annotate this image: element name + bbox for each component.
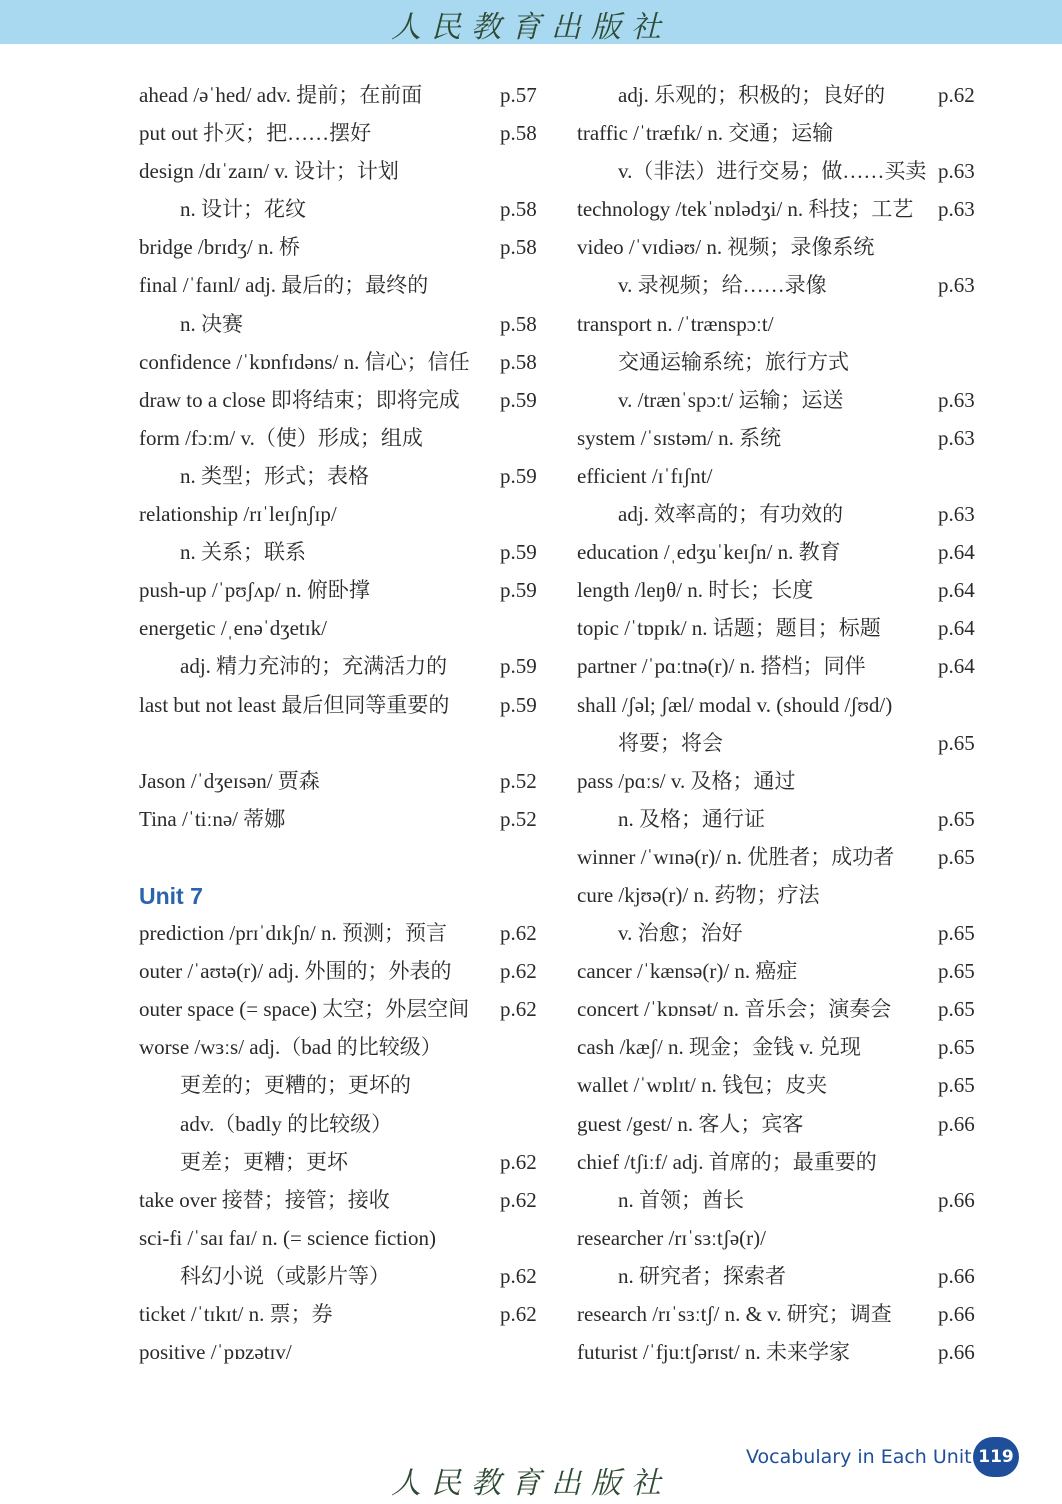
entry-text: efficient /ɪˈfɪʃnt/ [577, 463, 713, 488]
page-ref: p.66 [938, 1111, 975, 1136]
entry-text: futurist /ˈfjuːtʃərɪst/ n. 未来学家 [577, 1340, 850, 1365]
vocab-entry [139, 914, 559, 952]
entry-text: chief /tʃiːf/ adj. 首席的；最重要的 [577, 1149, 877, 1174]
vocab-entry [577, 305, 987, 343]
entry-text: wallet /ˈwɒlɪt/ n. 钱包；皮夹 [577, 1073, 828, 1098]
page-ref: p.64 [938, 578, 975, 603]
entry-text: 将要；将会 [618, 730, 723, 755]
page-ref: p.52 [500, 806, 537, 831]
page-ref: p.66 [938, 1302, 975, 1326]
entry-text: shall /ʃəl; ʃæl/ modal v. (should /ʃʊd/) [577, 692, 893, 717]
vocab-entry [139, 495, 559, 533]
entry-text: worse /wɜːs/ adj.（bad 的比较级） [139, 1035, 442, 1060]
vocab-entry [577, 952, 987, 990]
vocab-entry [577, 152, 987, 190]
vocab-entry [139, 1066, 559, 1104]
entry-text: take over 接替；接管；接收 [139, 1187, 390, 1212]
vocab-entry [139, 1105, 559, 1143]
vocab-entry [139, 1295, 559, 1333]
entry-text: cash /kæʃ/ n. 现金；金钱 v. 兑现 [577, 1035, 861, 1060]
entry-text: ticket /ˈtɪkɪt/ n. 票；券 [139, 1302, 333, 1326]
entry-text: ahead /əˈhed/ adv. 提前；在前面 [139, 83, 423, 107]
vocab-entry [577, 609, 987, 647]
entry-text: form /fɔːm/ v.（使）形成；组成 [139, 425, 423, 450]
entry-text: put out 扑灭；把……摆好 [139, 121, 372, 146]
entry-text: Tina /ˈtiːnə/ 蒂娜 [139, 806, 286, 831]
vocab-entry [139, 800, 559, 838]
page-ref: p.63 [938, 197, 975, 222]
page-ref: p.58 [500, 349, 537, 374]
vocab-entry [577, 686, 987, 724]
entry-text: transport n. /ˈtrænspɔːt/ [577, 311, 774, 336]
page-ref: p.62 [500, 997, 537, 1022]
vocab-entry [139, 571, 559, 609]
entry-text: energetic /ˌenəˈdʒetɪk/ [139, 616, 327, 641]
vocab-entry [139, 1219, 559, 1257]
page-ref: p.65 [938, 997, 975, 1022]
entry-text: adv.（badly 的比较级） [180, 1111, 393, 1136]
entry-text: n. 首领；酋长 [618, 1187, 744, 1212]
page-ref: p.62 [500, 959, 537, 984]
entry-text: cancer /ˈkænsə(r)/ n. 癌症 [577, 959, 798, 984]
vocab-entry [577, 1105, 987, 1143]
page-ref: p.65 [938, 921, 975, 946]
vocab-entry [577, 838, 987, 876]
entry-text: Jason /ˈdʒeɪsən/ 贾森 [139, 768, 320, 793]
vocab-entry [577, 495, 987, 533]
vocab-entry [577, 1219, 987, 1257]
page-ref: p.58 [500, 121, 537, 146]
vocab-entry [577, 343, 987, 381]
page-ref: p.57 [500, 83, 537, 107]
page-ref: p.63 [938, 273, 975, 298]
vocab-entry [139, 1028, 559, 1066]
vocab-entry [139, 1257, 559, 1295]
vocab-entry [139, 381, 559, 419]
entry-text: 更差的；更糟的；更坏的 [180, 1073, 411, 1098]
vocab-entry [577, 381, 987, 419]
vocab-entry [139, 724, 559, 762]
entry-text: last but not least 最后但同等重要的 [139, 692, 450, 717]
vocab-entry [139, 190, 559, 228]
vocab-entry [139, 228, 559, 266]
page-ref: p.66 [938, 1340, 975, 1365]
vocab-entry [577, 114, 987, 152]
page-ref: p.58 [500, 311, 537, 336]
entry-text: system /ˈsɪstəm/ n. 系统 [577, 425, 782, 450]
page-ref: p.59 [500, 578, 537, 603]
vocab-entry [577, 762, 987, 800]
entry-text: final /ˈfaɪnl/ adj. 最后的；最终的 [139, 273, 429, 298]
vocab-entry [577, 190, 987, 228]
entry-text: traffic /ˈtræfɪk/ n. 交通；运输 [577, 121, 834, 146]
vocab-entry [577, 1028, 987, 1066]
entry-text: adj. 乐观的；积极的；良好的 [618, 83, 886, 107]
page-ref: p.59 [500, 692, 537, 717]
vocab-entry [577, 1143, 987, 1181]
vocab-entry [139, 990, 559, 1028]
entry-text: v. 治愈；治好 [618, 921, 743, 946]
entry-text: draw to a close 即将结束；即将完成 [139, 387, 460, 412]
entry-text: n. 及格；通行证 [618, 806, 765, 831]
entry-text: cure /kjʊə(r)/ n. 药物；疗法 [577, 882, 820, 907]
page-ref: p.63 [938, 425, 975, 450]
vocab-entry [577, 800, 987, 838]
entry-text: design /dɪˈzaɪn/ v. 设计；计划 [139, 159, 399, 184]
page-ref: p.59 [500, 654, 537, 679]
vocab-entry [139, 1143, 559, 1181]
page-ref: p.66 [938, 1187, 975, 1212]
entry-text: length /leŋθ/ n. 时长；长度 [577, 578, 814, 603]
page-ref: p.63 [938, 387, 975, 412]
vocab-entry [577, 457, 987, 495]
vocab-entry [139, 152, 559, 190]
page-ref: p.64 [938, 540, 975, 565]
vocab-entry [139, 533, 559, 571]
vocab-entry [577, 1181, 987, 1219]
vocab-entry [139, 457, 559, 495]
page-ref: p.65 [938, 730, 975, 755]
page-ref: p.65 [938, 1073, 975, 1098]
entry-text: positive /ˈpɒzətɪv/ [139, 1340, 292, 1365]
page-number-badge: 119 [973, 1437, 1019, 1477]
page-ref: p.62 [938, 83, 975, 107]
page-ref: p.65 [938, 959, 975, 984]
page-ref: p.59 [500, 463, 537, 488]
vocab-entry [577, 914, 987, 952]
entry-text: concert /ˈkɒnsət/ n. 音乐会；演奏会 [577, 997, 892, 1022]
vocab-column-right [577, 76, 987, 1371]
entry-text: pass /pɑːs/ v. 及格；通过 [577, 768, 796, 793]
page-ref: p.62 [500, 1302, 537, 1326]
vocab-entry [577, 571, 987, 609]
vocab-entry [577, 228, 987, 266]
entry-text: v. 录视频；给……录像 [618, 273, 827, 298]
vocab-entry [139, 1181, 559, 1219]
vocab-entry [139, 76, 559, 114]
page-ref: p.63 [938, 502, 975, 527]
entry-text: 科幻小说（或影片等） [180, 1263, 390, 1288]
vocab-entry [139, 419, 559, 457]
page-ref: p.65 [938, 1035, 975, 1060]
page-ref: p.66 [938, 1263, 975, 1288]
entry-text: researcher /rɪˈsɜːtʃə(r)/ [577, 1225, 766, 1250]
entry-text: partner /ˈpɑːtnə(r)/ n. 搭档；同伴 [577, 654, 866, 679]
vocab-entry [577, 876, 987, 914]
entry-text: push-up /ˈpʊʃʌp/ n. 俯卧撑 [139, 578, 370, 603]
vocab-entry [577, 1257, 987, 1295]
entry-text: adj. 精力充沛的；充满活力的 [180, 654, 448, 679]
page-ref: p.59 [500, 387, 537, 412]
vocab-entry [139, 647, 559, 685]
vocab-entry [577, 266, 987, 304]
vocab-entry [139, 1333, 559, 1371]
unit-heading [139, 876, 559, 914]
page-ref: p.62 [500, 1187, 537, 1212]
vocab-column-left [139, 76, 559, 1371]
vocab-entry [577, 647, 987, 685]
entry-text: technology /tekˈnɒlədʒi/ n. 科技；工艺 [577, 197, 914, 222]
publisher-logo: 人民教育出版社 [391, 10, 671, 45]
entry-text: outer space (= space) 太空；外层空间 [139, 997, 470, 1022]
page-ref: p.65 [938, 806, 975, 831]
vocab-entry [139, 952, 559, 990]
entry-text: education /ˌedʒuˈkeɪʃn/ n. 教育 [577, 540, 841, 565]
page-ref: p.62 [500, 921, 537, 946]
entry-text: n. 类型；形式；表格 [180, 463, 369, 488]
page-ref: p.65 [938, 844, 975, 869]
page-ref: p.52 [500, 768, 537, 793]
page-ref: p.63 [938, 159, 975, 184]
vocab-entry [139, 838, 559, 876]
entry-text: prediction /prɪˈdɪkʃn/ n. 预测；预言 [139, 921, 447, 946]
page-ref: p.62 [500, 1263, 537, 1288]
entry-text: relationship /rɪˈleɪʃnʃɪp/ [139, 502, 337, 527]
vocab-entry [139, 686, 559, 724]
vocab-entry [139, 305, 559, 343]
entry-text: v. /trænˈspɔːt/ 运输；运送 [618, 387, 844, 412]
entry-text: adj. 效率高的；有功效的 [618, 502, 844, 527]
entry-text: n. 决赛 [180, 311, 243, 336]
entry-text: outer /ˈaʊtə(r)/ adj. 外围的；外表的 [139, 959, 452, 984]
page-ref: p.58 [500, 197, 537, 222]
page-ref: p.58 [500, 235, 537, 260]
vocab-entry [139, 762, 559, 800]
page-ref: p.64 [938, 654, 975, 679]
page-ref: p.59 [500, 540, 537, 565]
vocab-entry [577, 724, 987, 762]
entry-text: n. 设计；花纹 [180, 197, 306, 222]
vocab-entry [139, 114, 559, 152]
vocab-entry [577, 419, 987, 457]
entry-text: sci-fi /ˈsaɪ faɪ/ n. (= science fiction) [139, 1225, 436, 1250]
entry-text: 更差；更糟；更坏 [180, 1149, 348, 1174]
vocab-entry [139, 343, 559, 381]
entry-text: Unit 7 [139, 882, 203, 909]
entry-text: confidence /ˈkɒnfɪdəns/ n. 信心；信任 [139, 349, 470, 374]
section-title: Vocabulary in Each Unit [746, 1446, 972, 1468]
vocab-entry [577, 76, 987, 114]
vocab-entry [577, 1333, 987, 1371]
vocab-entry [577, 990, 987, 1028]
page-ref: p.62 [500, 1149, 537, 1174]
entry-text: 交通运输系统；旅行方式 [618, 349, 849, 374]
vocab-entry [139, 266, 559, 304]
vocab-entry [577, 1066, 987, 1104]
entry-text: research /rɪˈsɜːtʃ/ n. & v. 研究；调查 [577, 1302, 892, 1326]
entry-text: n. 关系；联系 [180, 540, 306, 565]
vocab-entry [139, 609, 559, 647]
entry-text: bridge /brɪdʒ/ n. 桥 [139, 235, 300, 260]
entry-text: n. 研究者；探索者 [618, 1263, 786, 1288]
entry-text: v.（非法）进行交易；做……买卖 [618, 159, 927, 184]
entry-text: winner /ˈwɪnə(r)/ n. 优胜者；成功者 [577, 844, 895, 869]
entry-text: video /ˈvɪdiəʊ/ n. 视频；录像系统 [577, 235, 875, 260]
entry-text: guest /gest/ n. 客人；宾客 [577, 1111, 804, 1136]
vocab-entry [577, 533, 987, 571]
page-ref: p.64 [938, 616, 975, 641]
vocab-entry [577, 1295, 987, 1333]
entry-text: topic /ˈtɒpɪk/ n. 话题；题目；标题 [577, 616, 881, 641]
publisher-logo-footer: 人民教育出版社 [391, 1466, 671, 1501]
